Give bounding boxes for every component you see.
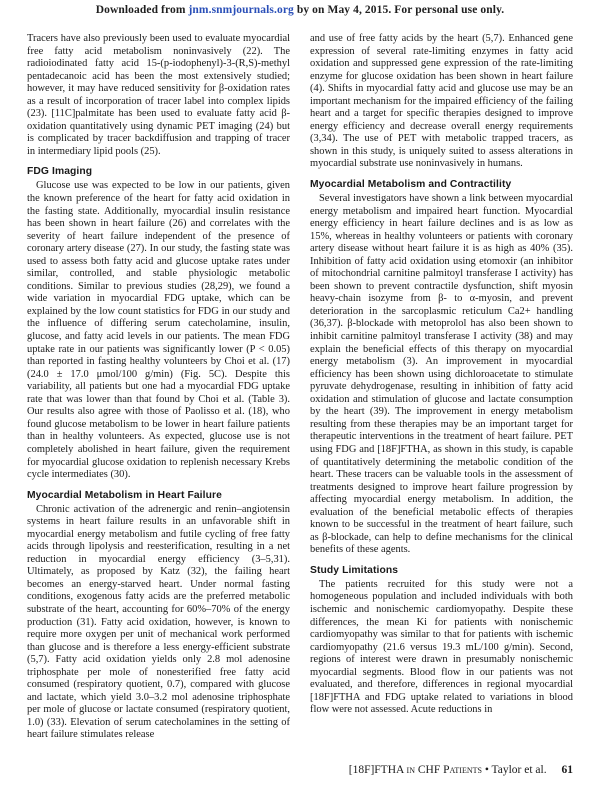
footer-authors: • Taylor et al. xyxy=(484,764,547,776)
article-body xyxy=(27,33,573,742)
paragraph-free-fatty-acids: and use of free fatty acids by the heart (5,7). Enhanced gene expression of several rate-limiting enzymes in fatty acid oxidation and suppressed gene expression of the rate-limiting enzyme for glucose oxidation has been shown in heart failure (4). Shifts in myocardial fatty acid and glucose use may be an important mechanism for the impaired efficiency of the failing heart and a target for specific therapies designed to improve energy efficiency and decrease overall energy requirements (3,34). The use of PET with metabolic trapped tracers, as shown in this study, is uniquely suited to assess alterations in myocardial substrate use noninvasively in humans. xyxy=(310,33,573,170)
heading-metabolism-heart-failure: Myocardial Metabolism in Heart Failure xyxy=(27,489,222,501)
page-footer xyxy=(349,764,573,776)
paragraph-fdg-imaging: Glucose use was expected to be low in our patients, given the known preference of the heart for fatty acid oxidation in the fasting state. Additionally, myocardial insulin resistance has been shown in heart failure (26) and correlates with the severity of heart failure independent of the presence of coronary artery disease (27). In our study, the fasting state was used to assess both fatty acid and glucose uptake rates under similar, controlled, and stable physiologic metabolic conditions. Similar to previous studies (28,29), we found a wide variation in myocardial FDG uptake, which can be explained by the low count statistics for FDG in our study and the influence of differing serum catecholamine, insulin, glucose, and fatty acid levels in our patients. The mean FDG uptake rate in our patients was significantly lower (P < 0.05) than reported in fasting healthy volunteers by Choi et al. (17) (24.0 ± 17.0 μmol/100 g/min) (Fig. 5C). Despite this variability, all patients but one had a myocardial FDG uptake rate that was lower than that found by Choi et al. (Table 3). Our results also agree with those of Paolisso et al. (18), who found glucose metabolism to be lower in heart failure patients than in healthy volunteers. As expected, glucose use is not completely abolished in heart failure, given the requirement for myocardial glucose oxidation to replenish necessary Krebs cycle intermediates (30). xyxy=(27,180,290,481)
paragraph-metabolism-heart-failure: Chronic activation of the adrenergic and renin–angiotensin systems in heart failure results in an unfavorable shift in myocardial energy metabolism and futile cycling of free fatty acids through lipolysis and reesterification, resulting in a net reduction in myocardial energy efficiency (3–5,31). Ultimately, as proposed by Katz (32), the failing heart becomes an energy-starved heart. Under normal fasting conditions, exogenous fatty acids are the preferred metabolic substrate of the heart, accounting for 60%–70% of the energy production (31). Fatty acid oxidation, however, is known to require more oxygen per unit of mechanical work performed than glucose and is therefore a less energy-efficient substrate (5,7). Fatty acid oxidation yields only 2.8 mol adenosine triphosphate per mole of nonesterified free fatty acid consumed (respiratory quotient, 0.7), compared with glucose and lactate, which yield 3.0–3.2 mol adenosine triphosphate per mole of glucose or lactate consumed (respiratory quotient, 1.0) (33). Elevation of serum catecholamines in the setting of heart failure stimulates release xyxy=(27,503,290,741)
heading-metabolism-contractility: Myocardial Metabolism and Contractility xyxy=(310,179,512,191)
left-column xyxy=(27,33,290,742)
download-banner xyxy=(0,4,600,16)
right-column xyxy=(310,33,573,742)
page-number: 61 xyxy=(561,764,573,776)
paragraph-tracers: Tracers have also previously been used to evaluate myocardial free fatty acid metabolism noninvasively (22). The radioiodinated fatty acid 15-(p-iodophenyl)-3-(R,S)-methyl pentadecanoic acid has been the most extensively studied; however, it may have reduced sensitivity for β-oxidation rates as a result of incorporation of tracer label into complex lipids (23). [11C]palmitate has been used to evaluate fatty acid β-oxidation quantitatively using dynamic PET imaging (24) but is complicated by tracer backdiffusion and trapping of tracer in intermediary lipid pools (25). xyxy=(27,33,290,157)
paragraph-study-limitations: The patients recruited for this study were not a homogeneous population and included individuals with both ischemic and nonischemic cardiomyopathy. Despite these differences, the mean Ki for patients with nonischemic cardiomyopathy was similar to that for patients with ischemic cardiomyopathy (21.6 versus 19.3 mL/100 g/min). Second, regions of interest were drawn in presumably nonischemic myocardial segments. Blood flow in our patients was not evaluated, and therefore, differences in regional myocardial [18F]FTHA and FDG uptake related to variations in blood flow were not assessed. Acute reductions in xyxy=(310,578,573,716)
banner-prefix: Downloaded from xyxy=(95,4,189,16)
heading-study-limitations: Study Limitations xyxy=(310,564,399,576)
heading-fdg-imaging: FDG Imaging xyxy=(27,166,93,178)
running-title: [18F]FTHA in CHF Patients xyxy=(348,764,482,776)
paragraph-metabolism-contractility: Several investigators have shown a link between myocardial energy metabolism and impaired heart function. Myocardial energy efficiency in heart failure declines and is as low as 15%, whereas in healthy volunteers or patients with coronary artery disease without heart failure it is as high as 40% (35). Inhibition of fatty acid oxidation using etomoxir (an inhibitor of mitochondrial carnitine palmitoyl transferase I activity) has been shown to prevent contractile dysfunction, shift myosin heavy-chain isozyme from β- to α-myosin, and prevent deterioration in the sarcoplasmic reticulum Ca2+ handling (36,37). β-blockade with metoprolol has also been shown to inhibit carnitine palmitoyl transferase I activity (38) and may explain the beneficial effects of this therapy on myocardial energy metabolism (3). An improvement in myocardial efficiency has been shown using dichloroacetate to stimulate pyruvate dehydrogenase, resulting in inhibition of fatty acid oxidation and stimulation of glucose and lactate consumption by the heart (39). The improvement in energy metabolism resulting from these therapies may be an important target for therapeutic interventions in the treatment of heart failure. PET using FDG and [18F]FTHA, as shown in this study, is capable of quantitatively determining the metabolic condition of the heart. These tracers can be valuable tools in the assessment of treatments designed to improve heart failure progression by affecting myocardial energy metabolism. In addition, the evaluation of the beneficial metabolic effects of therapies known to be successful in the treatment of heart failure, such as β-blockade, can help to define mechanisms for the clinical benefits of these agents. xyxy=(310,193,573,556)
journal-site-link[interactable]: jnm.snmjournals.org xyxy=(188,4,294,16)
banner-suffix: by on May 4, 2015. For personal use only. xyxy=(293,4,505,16)
